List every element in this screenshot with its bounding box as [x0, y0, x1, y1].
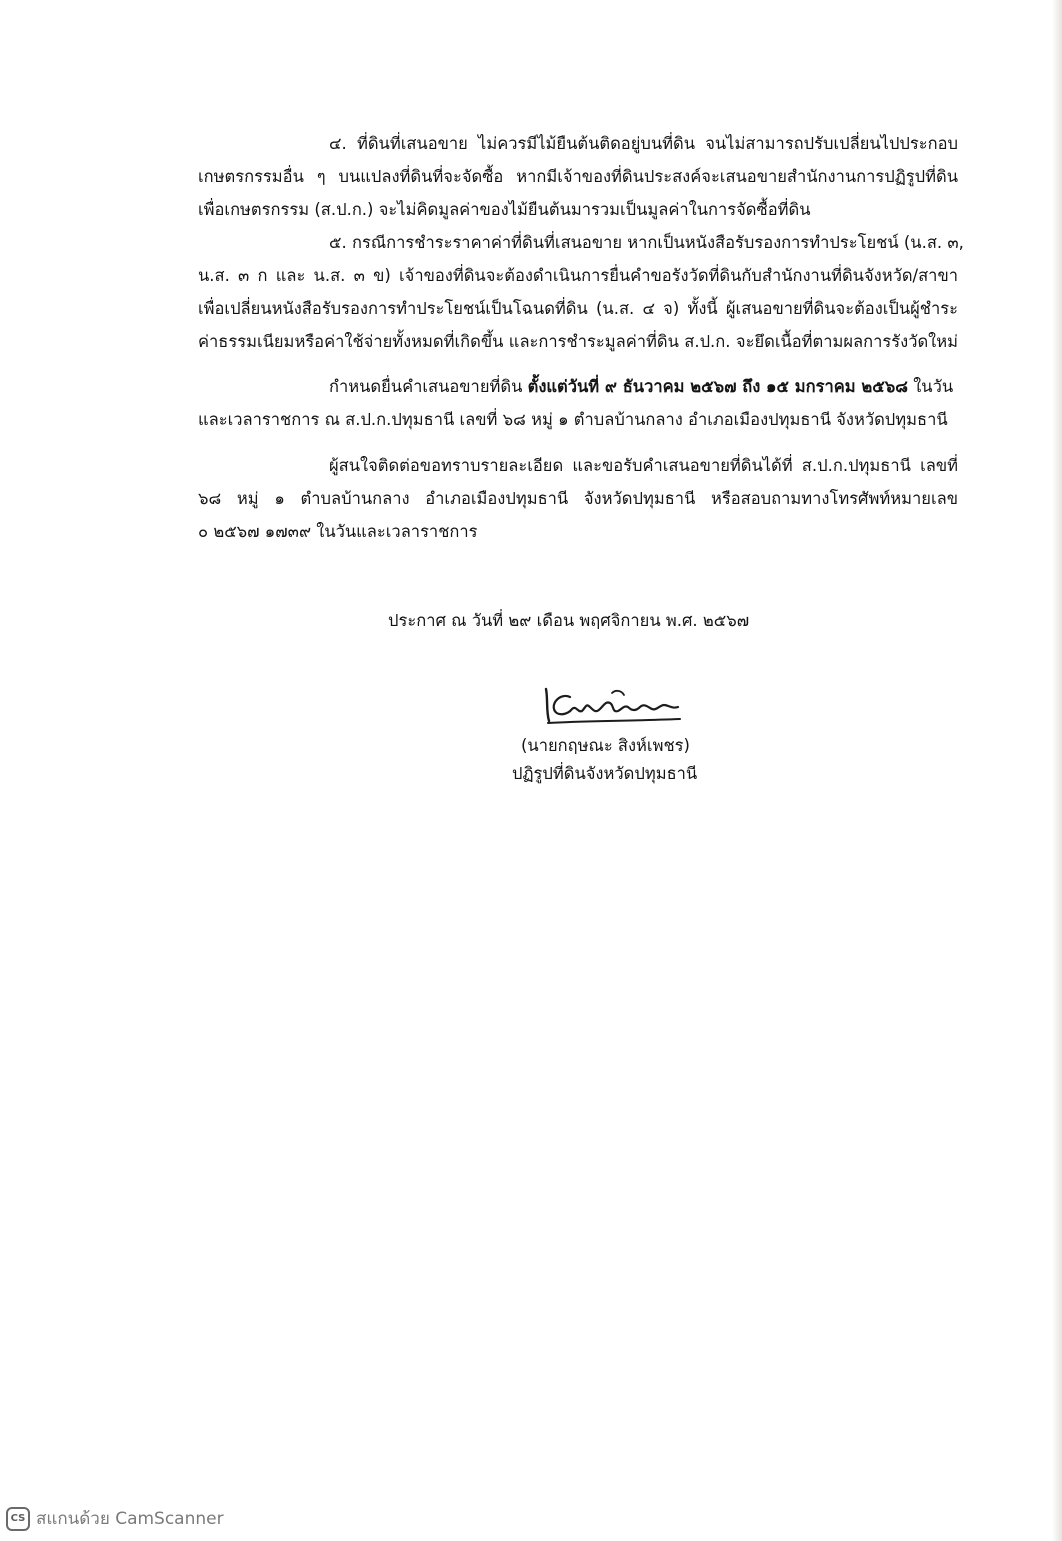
paragraph-line: ๕. กรณีการชำระราคาค่าที่ดินที่เสนอขาย หากเป็นหนังสือรับรองการทำประโยชน์ (น.ส. ๓, — [329, 233, 964, 252]
paragraph-line: และเวลาราชการ ณ ส.ป.ก.ปทุมธานี เลขที่ ๖๘ หมู่ ๑ ตำบลบ้านกลาง อำเภอเมืองปทุมธานี จังหวัดปทุมธานี — [198, 410, 948, 429]
deadline-intro: กำหนดยื่นคำเสนอขายที่ดิน — [329, 377, 528, 396]
paragraph-line — [329, 376, 958, 398]
paragraph-line: ค่าธรรมเนียมหรือค่าใช้จ่ายทั้งหมดที่เกิดขึ้น และการชำระมูลค่าที่ดิน ส.ป.ก. จะยึดเนื้อที่ตามผลการรังวัดใหม่ — [198, 332, 958, 351]
paragraph-line: เกษตรกรรมอื่น ๆ บนแปลงที่ดินที่จะจัดซื้อ หากมีเจ้าของที่ดินประสงค์จะเสนอขายสำนักงานการปฏิรูปที่ดิน — [198, 167, 958, 186]
handwritten-signature — [540, 683, 690, 731]
paragraph-line: น.ส. ๓ ก และ น.ส. ๓ ข) เจ้าของที่ดินจะต้องดำเนินการยื่นคำขอรังวัดที่ดินกับสำนักงานที่ดินจังหวัด/สาขา — [198, 266, 958, 285]
deadline-tail: ในวัน — [907, 377, 954, 396]
announcement-date: ประกาศ ณ วันที่ ๒๙ เดือน พฤศจิกายน พ.ศ. ๒๕๖๗ — [388, 611, 750, 630]
paragraph-line: เพื่อเปลี่ยนหนังสือรับรองการทำประโยชน์เป็นโฉนดที่ดิน (น.ส. ๔ จ) ทั้งนี้ ผู้เสนอขายที่ดินจะต้องเป็นผู้ชำระ — [198, 299, 958, 318]
signer-name: (นายกฤษณะ สิงห์เพชร) — [521, 736, 690, 755]
paragraph-line: เพื่อเกษตรกรรม (ส.ป.ก.) จะไม่คิดมูลค่าของไม้ยืนต้นมารวมเป็นมูลค่าในการจัดซื้อที่ดิน — [198, 200, 811, 219]
signer-title: ปฏิรูปที่ดินจังหวัดปทุมธานี — [512, 764, 698, 783]
paragraph-line: ผู้สนใจติดต่อขอทราบรายละเอียด และขอรับคำเสนอขายที่ดินได้ที่ ส.ป.ก.ปทุมธานี เลขที่ — [329, 456, 958, 475]
camscanner-logo-icon: CS — [6, 1507, 30, 1531]
paragraph-line: ๔. ที่ดินที่เสนอขาย ไม่ควรมีไม้ยืนต้นติดอยู่บนที่ดิน จนไม่สามารถปรับเปลี่ยนไปประกอบ — [329, 134, 958, 153]
deadline-dates: ตั้งแต่วันที่ ๙ ธันวาคม ๒๕๖๗ ถึง ๑๕ มกราคม ๒๕๖๘ — [527, 377, 908, 396]
scan-edge-shadow — [1052, 0, 1062, 1541]
paragraph-line: ๖๘ หมู่ ๑ ตำบลบ้านกลาง อำเภอเมืองปทุมธานี จังหวัดปทุมธานี หรือสอบถามทางโทรศัพท์หมายเลข — [198, 489, 958, 508]
camscanner-watermark: สแกนด้วย CamScanner — [36, 1509, 224, 1529]
paragraph-line: ๐ ๒๕๖๗ ๑๗๓๙ ในวันและเวลาราชการ — [198, 522, 478, 541]
